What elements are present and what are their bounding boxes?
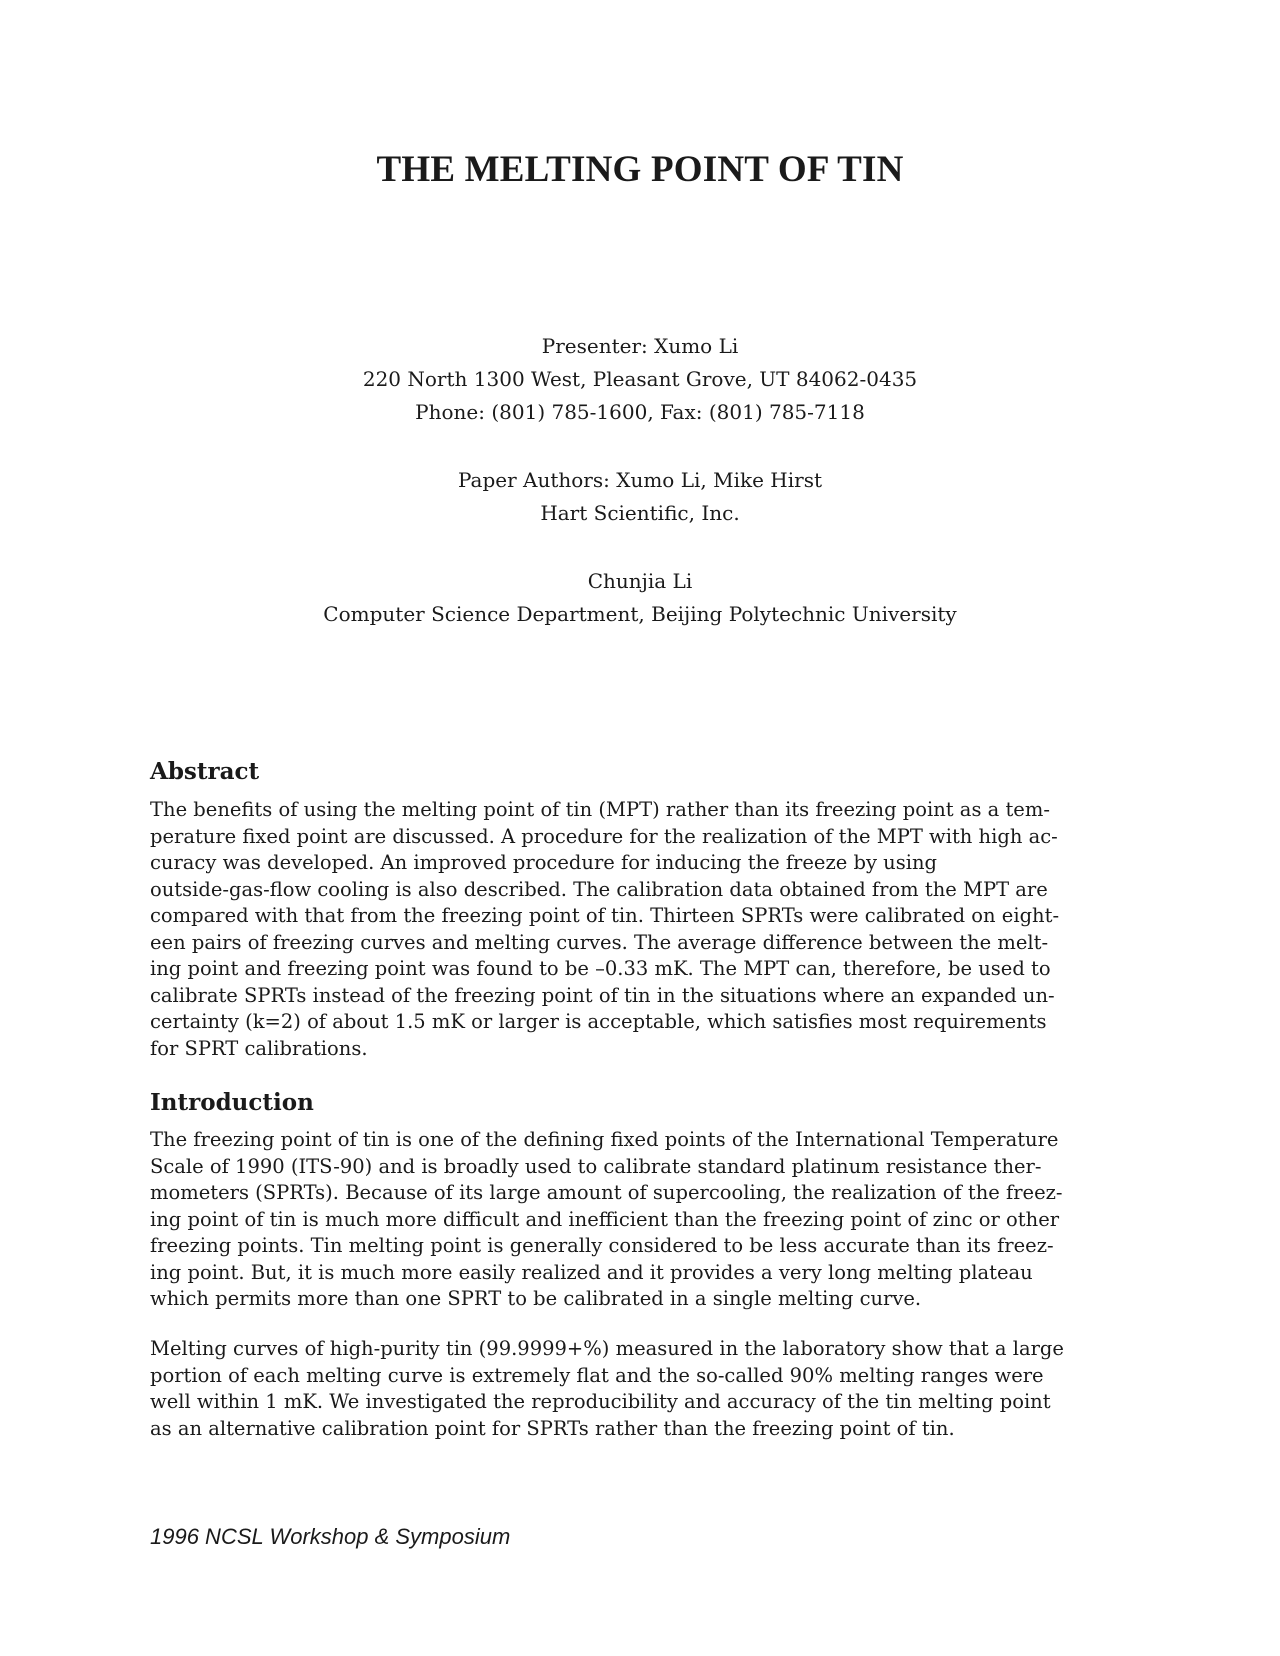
presenter-name: Presenter: Xumo Li <box>541 334 739 358</box>
abstract-text: The benefits of using the melting point of tin (MPT) rather than its freezing point as a tem- perature fixed point are discussed. A procedure for the realization of the MPT with high ac- curacy was developed. An improved procedure for inducing the freeze by using outside-gas-flow cooling is also described. The calibration data obtained from the MPT are compared with that from the freezing point of tin. Thirteen SPRTs were calibrated on eight- een pairs of freezing curves and melting curves. The average difference between the melt- ing point and freezing point was found to be –0.33 mK. The MPT can, therefore, be used to calibrate SPRTs instead of the freezing point of tin in the situations where an expanded un- certainty (k=2) of about 1.5 mK or larger is acceptable, which satisfies most requirements for SPRT calibrations. <box>150 798 1060 1060</box>
introduction-paragraph-1: The freezing point of tin is one of the defining fixed points of the International Temperature Scale of 1990 (ITS-90) and is broadly used to calibrate standard platinum resistance ther- mometers (SPRTs). Because of its large amount of supercooling, the realization of the freez- ing point of tin is much more difficult and inefficient than the freezing point of zinc or other freezing points. Tin melting point is generally considered to be less accurate than its freez- ing point. But, it is much more easily realized and it provides a very long melting plateau which permits more than one SPRT to be calibrated in a single melting curve. <box>150 1128 1063 1310</box>
author-affiliation: Hart Scientific, Inc. <box>540 501 740 525</box>
presenter-address: 220 North 1300 West, Pleasant Grove, UT 84062-0435 <box>362 367 918 391</box>
page-footer: 1996 NCSL Workshop & Symposium <box>150 1524 511 1549</box>
author-info <box>0 464 1280 530</box>
introduction-heading: Introduction <box>150 1089 314 1116</box>
presenter-contact: Phone: (801) 785-1600, Fax: (801) 785-7118 <box>415 400 865 424</box>
coauthor-affiliation: Computer Science Department, Beijing Polytechnic University <box>323 602 957 626</box>
paper-title: THE MELTING POINT OF TIN <box>376 149 904 190</box>
coauthor-name: Chunjia Li <box>587 569 693 593</box>
coauthor-info <box>0 565 1280 631</box>
paper-authors: Paper Authors: Xumo Li, Mike Hirst <box>457 468 822 492</box>
presenter-info <box>0 330 1280 429</box>
introduction-paragraph-2: Melting curves of high-purity tin (99.9999+%) measured in the laboratory show that a large portion of each melting curve is extremely flat and the so-called 90% melting ranges were well within 1 mK. We investigated the reproducibility and accuracy of the tin melting point as an alternative calibration point for SPRTs rather than the freezing point of tin. <box>150 1337 1064 1440</box>
abstract-heading: Abstract <box>150 758 260 785</box>
